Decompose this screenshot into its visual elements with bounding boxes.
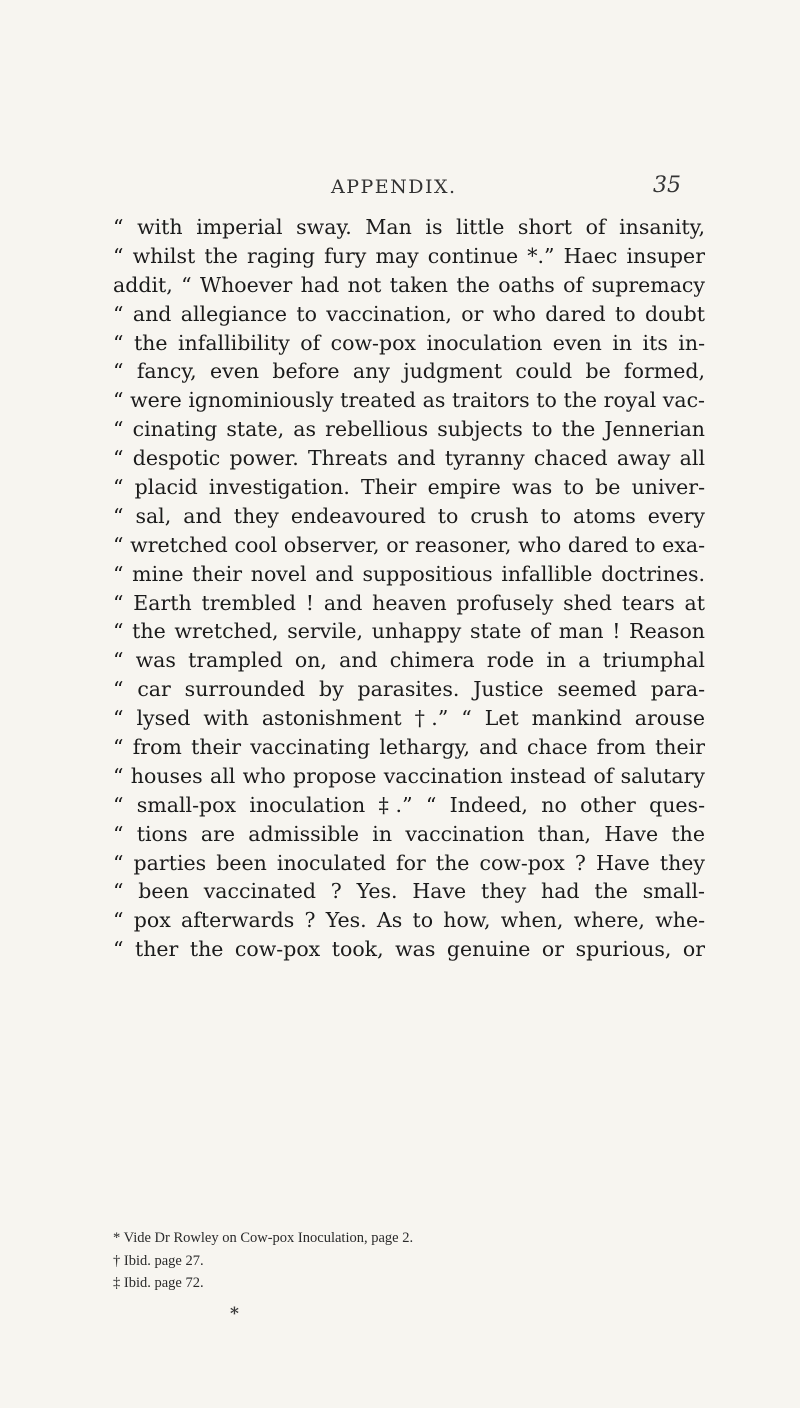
text-line: “ sal, and they endeavoured to crush to atoms every	[113, 503, 705, 528]
text-line: “ despotic power. Threats and tyranny chaced away all	[113, 446, 705, 471]
text-line: “ ther the cow-pox took, was genuine or spurious, or	[113, 937, 705, 962]
text-line: “ pox afterwards ? Yes. As to how, when, where, whe-	[113, 908, 705, 933]
page-number: 35	[653, 173, 681, 198]
text-line: “ houses all who propose vaccination instead of salutary	[113, 763, 705, 788]
signature-mark: *	[230, 1304, 239, 1324]
text-line: “ were ignominiously treated as traitors to the royal vac-	[113, 388, 705, 413]
text-line: “ with imperial sway. Man is little short of insanity,	[113, 215, 705, 239]
text-line: “ was trampled on, and chimera rode in a triumphal	[113, 648, 705, 673]
running-title: APPENDIX.	[331, 176, 457, 198]
text-line: “ fancy, even before any judgment could be formed,	[113, 359, 705, 384]
body-text	[113, 213, 705, 964]
text-line: “ cinating state, as rebellious subjects to the Jennerian	[113, 417, 705, 442]
text-line: “ Earth trembled ! and heaven profusely shed tears at	[113, 590, 705, 615]
text-line: “ lysed with astonishment †.” “ Let mankind arouse	[113, 706, 705, 731]
text-line: “ parties been inoculated for the cow-pox ? Have they	[113, 850, 705, 875]
text-line: addit, “ Whoever had not taken the oaths of supremacy	[113, 272, 705, 297]
text-line: “ and allegiance to vaccination, or who dared to doubt	[113, 301, 705, 326]
text-line: “ the wretched, servile, unhappy state of man ! Reason	[113, 619, 705, 644]
text-line: “ mine their novel and suppositious infallible doctrines.	[113, 561, 705, 586]
text-line: “ whilst the raging fury may continue *.” Haec insuper	[113, 243, 705, 268]
text-line: “ tions are admissible in vaccination than, Have the	[113, 821, 705, 846]
text-line: “ the infallibility of cow-pox inoculation even in its in-	[113, 330, 705, 355]
footnotes	[113, 1227, 673, 1295]
text-line: “ small-pox inoculation ‡.” “ Indeed, no other ques-	[113, 792, 705, 817]
text-line: “ wretched cool observer, or reasoner, who dared to exa-	[113, 532, 705, 557]
text-line: “ been vaccinated ? Yes. Have they had the small-	[113, 879, 705, 904]
footnote: * Vide Dr Rowley on Cow-pox Inoculation, page 2.	[113, 1230, 414, 1246]
text-line: “ car surrounded by parasites. Justice seemed para-	[113, 677, 705, 702]
footnote: ‡ Ibid. page 72.	[113, 1275, 204, 1291]
text-line: “ from their vaccinating lethargy, and chace from their	[113, 735, 705, 760]
text-line: “ placid investigation. Their empire was to be univer-	[113, 475, 705, 500]
footnote: † Ibid. page 27.	[113, 1252, 204, 1269]
